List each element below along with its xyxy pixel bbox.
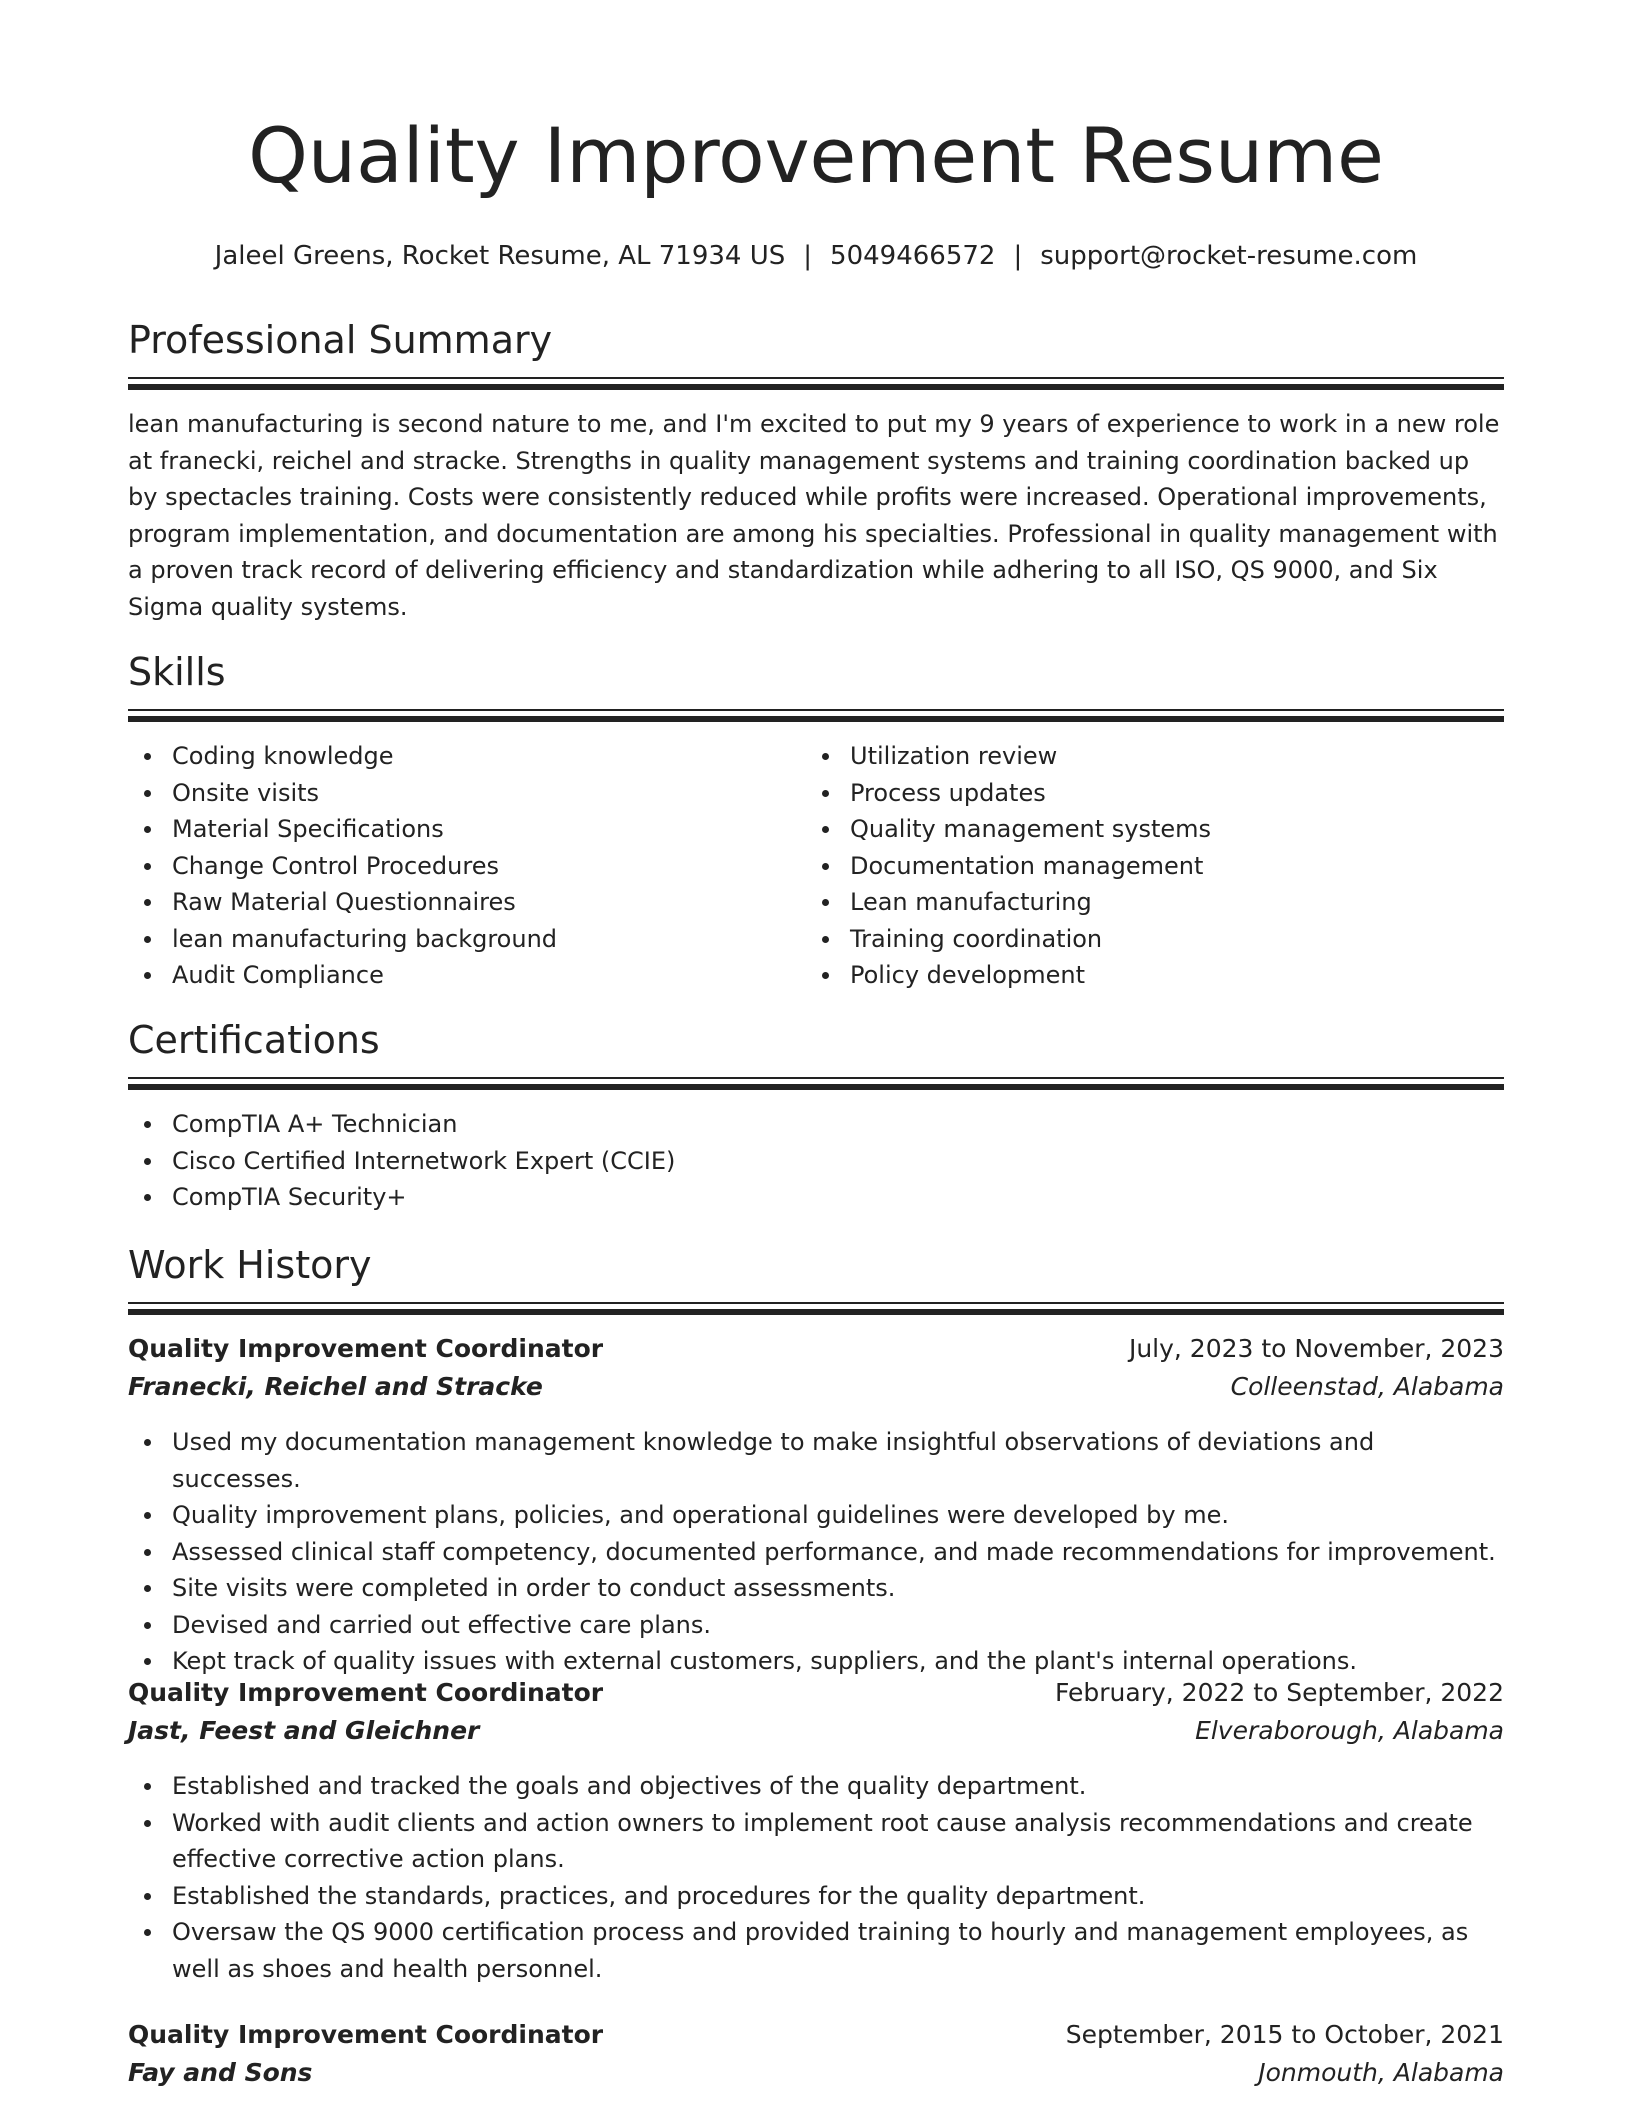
skill-item: Documentation management: [806, 848, 1504, 885]
job-dates: February, 2022 to September, 2022: [1055, 1678, 1504, 1707]
contact-address: Jaleel Greens, Rocket Resume, AL 71934 US: [214, 241, 786, 271]
job-title: Quality Improvement Coordinator: [128, 2020, 604, 2049]
skills-right-column: [806, 738, 1504, 994]
skill-item: Onsite visits: [128, 775, 808, 812]
skills-left-list: [128, 738, 808, 994]
skill-item: Audit Compliance: [128, 957, 808, 994]
summary-heading: Professional Summary: [128, 318, 553, 362]
job-title: Quality Improvement Coordinator: [128, 1334, 604, 1363]
job-bullets: [128, 1768, 1504, 1987]
contact-separator: |: [1013, 241, 1023, 271]
skill-item: Process updates: [806, 775, 1504, 812]
contact-separator: |: [803, 241, 813, 271]
job-bullet: Established and tracked the goals and objectives of the quality department.: [128, 1768, 1504, 1805]
job-bullet: Established the standards, practices, and procedures for the quality department.: [128, 1878, 1504, 1915]
contact-line: [128, 241, 1504, 272]
job-location: Jonmouth, Alabama: [1258, 2058, 1504, 2087]
job-title: Quality Improvement Coordinator: [128, 1678, 604, 1707]
skill-item: Quality management systems: [806, 811, 1504, 848]
skill-item: Training coordination: [806, 921, 1504, 958]
skills-right-list: [806, 738, 1504, 994]
certification-item: CompTIA Security+: [128, 1179, 1504, 1216]
work-section-header: [128, 1243, 1504, 1289]
resume-title: Quality Improvement Resume: [248, 111, 1384, 200]
skill-item: Material Specifications: [128, 811, 808, 848]
job-bullet: Used my documentation management knowledge to make insightful observations of deviations and successes.: [128, 1424, 1504, 1497]
contact-phone: 5049466572: [830, 241, 996, 271]
job-company: Franecki, Reichel and Stracke: [128, 1372, 543, 1401]
job-bullets: [128, 1424, 1504, 1680]
contact-email: support@rocket-resume.com: [1040, 241, 1418, 271]
skills-heading: Skills: [128, 650, 226, 694]
certifications-column: [128, 1106, 1504, 1216]
certifications-heading: Certifications: [128, 1018, 380, 1062]
skill-item: Raw Material Questionnaires: [128, 884, 808, 921]
job-bullet: Assessed clinical staff competency, documented performance, and made recommendations for improvement.: [128, 1534, 1504, 1571]
skill-item: Policy development: [806, 957, 1504, 994]
job-company: Fay and Sons: [128, 2058, 313, 2087]
skill-item: Coding knowledge: [128, 738, 808, 775]
job-bullet: Site visits were completed in order to conduct assessments.: [128, 1570, 1504, 1607]
job-location: Colleenstad, Alabama: [1230, 1372, 1504, 1401]
job-company: Jast, Feest and Gleichner: [128, 1716, 480, 1745]
skills-section-header: [128, 650, 1504, 696]
certifications-section-header: [128, 1018, 1504, 1064]
certification-item: CompTIA A+ Technician: [128, 1106, 1504, 1143]
skill-item: lean manufacturing background: [128, 921, 808, 958]
summary-text: lean manufacturing is second nature to me, and I'm excited to put my 9 years of experience to work in a new role at franecki, reichel and stracke. Strengths in quality management systems and training coordination backed up by spectacles training. Costs were consistently reduced while profits were increased. Operational improvements, program implementation, and documentation are among his specialties. Professional in quality management with a proven track record of delivering efficiency and standardization while adhering to all ISO, QS 9000, and Six Sigma quality systems.: [128, 410, 1500, 621]
certifications-list: [128, 1106, 1504, 1216]
job-dates: September, 2015 to October, 2021: [1065, 2020, 1504, 2049]
job-bullet: Kept track of quality issues with external customers, suppliers, and the plant's internal operations.: [128, 1643, 1504, 1680]
job-dates: July, 2023 to November, 2023: [1128, 1334, 1504, 1363]
job-bullet: Oversaw the QS 9000 certification process and provided training to hourly and management employees, as well as shoes and health personnel.: [128, 1914, 1504, 1987]
skills-left-column: [128, 738, 808, 994]
job-bullet: Worked with audit clients and action owners to implement root cause analysis recommendations and create effective corrective action plans.: [128, 1805, 1504, 1878]
work-heading: Work History: [128, 1243, 372, 1287]
job-bullet: Devised and carried out effective care plans.: [128, 1607, 1504, 1644]
skill-item: Change Control Procedures: [128, 848, 808, 885]
job-bullet: Quality improvement plans, policies, and operational guidelines were developed by me.: [128, 1497, 1504, 1534]
summary-section-header: [128, 318, 1504, 364]
skill-item: Lean manufacturing: [806, 884, 1504, 921]
certification-item: Cisco Certified Internetwork Expert (CCIE): [128, 1143, 1504, 1180]
job-location: Elveraborough, Alabama: [1195, 1716, 1504, 1745]
skill-item: Utilization review: [806, 738, 1504, 775]
